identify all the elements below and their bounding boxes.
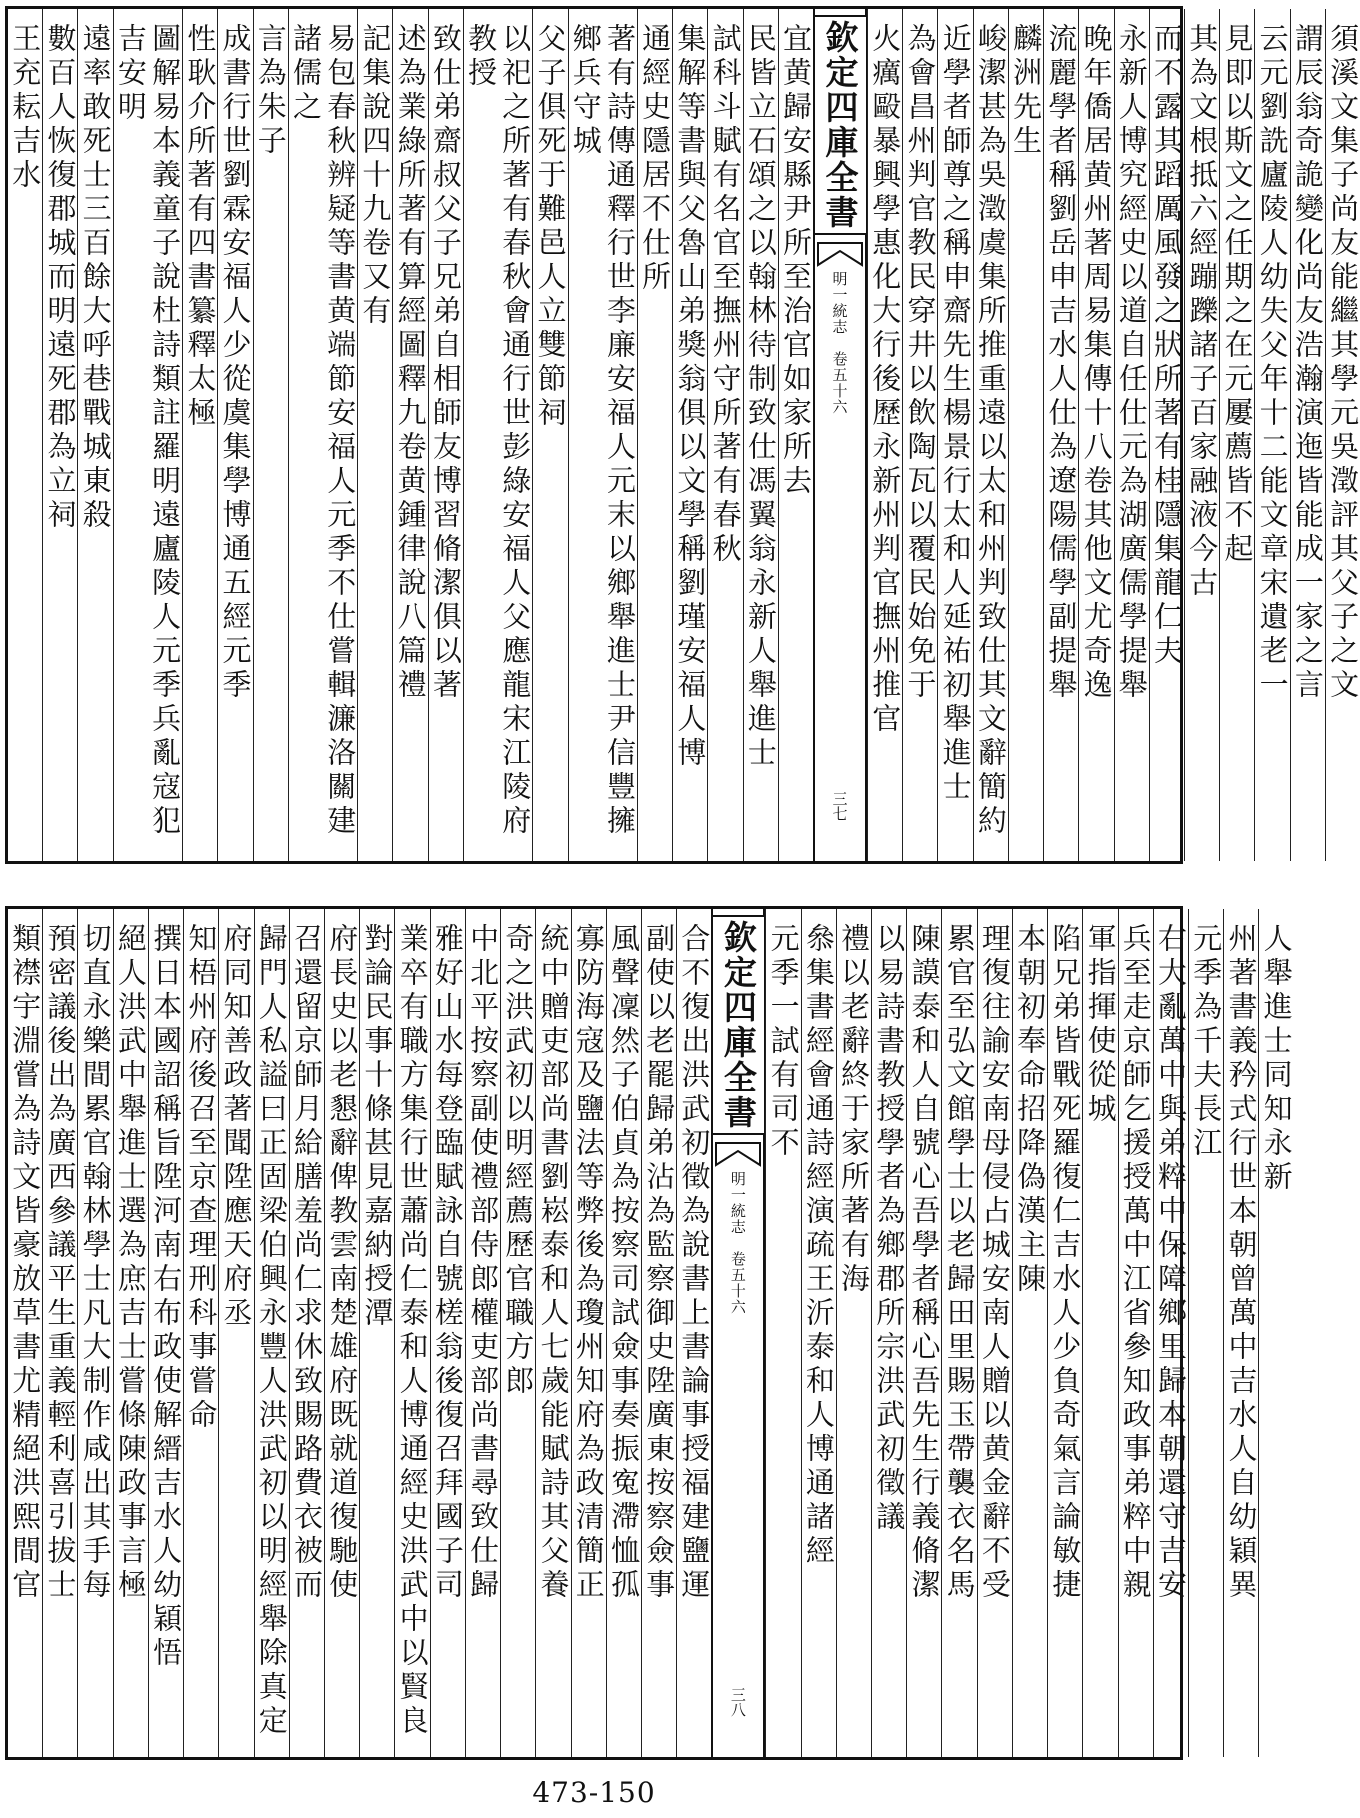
text-column (1043, 9, 1078, 861)
text-column (183, 909, 218, 1757)
column-text: 奇之洪武初以明經薦歷官職方郎 (501, 923, 536, 1399)
text-column (532, 9, 567, 861)
column-text: 著有詩傳通釋行世李廉安福人元末以鄉舉進士尹信豐擁鄉兵守城 (568, 23, 637, 839)
column-text: 宜黄歸安縣尹所至治官如家所去 (779, 23, 814, 499)
column-text: 類襟宇淵嘗為詩文皆豪放草書尤精絕洪熙間官 (8, 923, 43, 1603)
column-text: 陷兄弟皆戰死羅復仁吉水人少負奇氣言論敏捷 (1048, 923, 1083, 1603)
text-column (672, 9, 707, 861)
text-column (1078, 9, 1113, 861)
fishtail-ornament-icon (818, 243, 862, 265)
column-text: 通經史隱居不仕所 (638, 23, 673, 295)
text-column (42, 909, 77, 1757)
bottom-right-half (765, 909, 1293, 1757)
text-column (906, 909, 941, 1757)
top-center-gutter (813, 9, 867, 861)
column-text: 業卒有職方集行世蕭尚仁泰和人博通經史洪武中以賢良 (395, 923, 430, 1739)
column-text: 性耿介所著有四書纂釋太極 (183, 23, 218, 431)
text-column (778, 9, 813, 861)
text-column (392, 9, 427, 861)
column-text: 統中贈吏部尚書劉崧泰和人七歲能賦詩其父養 (536, 923, 571, 1603)
text-column (1258, 909, 1293, 1757)
column-text: 歸門人私謚曰正固梁伯興永豐人洪武初以明經舉除真定 (254, 923, 289, 1739)
column-text: 召還留京師月給膳羞尚仁求休致賜路費衣被而 (289, 923, 324, 1603)
column-text: 雅好山水每登臨賦詠自號槎翁後復召拜國子司 (430, 923, 465, 1603)
column-text: 元季一試有司不 (766, 923, 801, 1161)
text-column (394, 909, 429, 1757)
book-title: 欽定四庫全書 (813, 15, 868, 235)
text-column (288, 9, 357, 861)
column-text: 禮以老辭終于家所著有海 (837, 923, 872, 1297)
text-column (217, 9, 252, 861)
column-text: 風聲凜然子伯貞為按察司試僉事奏振寃滯恤孤 (606, 923, 641, 1603)
column-text: 元季為千夫長江 (1189, 923, 1224, 1161)
text-column (743, 9, 778, 861)
text-column (1082, 909, 1117, 1757)
column-text: 中北平按察副使禮部侍郎權吏部尚書尋致仕歸 (466, 923, 501, 1603)
column-text: 須溪文集子尚友能繼其學元吳澂評其父子之文 (1326, 23, 1360, 703)
column-text: 兵至走京師乞援授萬中江省參知政事弟粹中親 (1118, 923, 1153, 1603)
top-left-half (8, 9, 813, 861)
bottom-center-gutter (711, 909, 765, 1757)
column-text: 近學者師尊之稱申齋先生楊景行太和人延祐初舉進士 (938, 23, 973, 805)
bottom-page (5, 906, 1294, 1760)
column-text: 試科斗賦有名官至撫州守所著有春秋 (708, 23, 743, 567)
book-title: 欽定四庫全書 (711, 915, 766, 1135)
text-column (253, 9, 288, 861)
text-column (937, 9, 972, 861)
column-text: 累官至弘文館學士以老歸田里賜玉帶襲衣名馬 (942, 923, 977, 1603)
column-text: 府長史以老懇辭俾教雲南楚雄府既就道復馳使 (325, 923, 360, 1603)
column-text: 集解等書與父魯山弟獎翁俱以文學稱劉瑾安福人博 (673, 23, 708, 771)
text-column (941, 909, 976, 1757)
text-column (1118, 909, 1153, 1757)
text-column (218, 909, 253, 1757)
column-text: 麟洲先生 (1009, 23, 1044, 159)
text-column (42, 9, 77, 861)
text-column (973, 9, 1008, 861)
text-column (1149, 9, 1184, 861)
text-column (836, 909, 871, 1757)
column-text: 致仕弟齋叔父子兄弟自相師友博習脩潔俱以著 (428, 23, 463, 703)
column-text: 右大亂萬中與弟粹中保障鄉里歸本朝還守吉安 (1154, 923, 1188, 1603)
column-text: 而不露其蹈厲風發之狀所著有桂隱集龍仁夫 (1150, 23, 1184, 669)
column-text: 軍指揮使從城 (1083, 923, 1118, 1127)
text-column (113, 909, 148, 1757)
column-text: 人舉進士同知永新 (1259, 923, 1294, 1195)
text-column (359, 909, 394, 1757)
text-column (77, 909, 112, 1757)
text-column (428, 9, 463, 861)
column-text: 易包春秋辨疑等書黄端節安福人元季不仕嘗輯濂洛關建諸儒之 (288, 23, 358, 839)
text-column (324, 909, 359, 1757)
column-text: 成書行世劉霖安福人少從虞集學博通五經元季 (218, 23, 253, 703)
column-text: 晚年僑居黄州著周易集傳十八卷其他文尤奇逸 (1079, 23, 1114, 703)
text-column (641, 909, 676, 1757)
column-text: 州著書義矜式行世本朝曾萬中吉水人自幼穎異 (1224, 923, 1259, 1603)
text-column (1290, 9, 1325, 861)
column-text: 知梧州府後召至京查理刑科事嘗命 (184, 923, 219, 1433)
column-text: 撰日本國詔稱旨陞河南右布政使解縉吉水人幼穎悟 (149, 923, 184, 1671)
text-column (1047, 909, 1082, 1757)
column-text: 永新人博究經史以道自任仕元為湖廣儒學提舉 (1114, 23, 1149, 703)
column-text: 其為文根抵六經蹦躒諸子百家融液今古 (1185, 23, 1220, 601)
text-column (1114, 9, 1149, 861)
column-text: 副使以老罷歸弟沾為監察御史陞廣東按察僉事 (642, 923, 677, 1603)
column-text: 以祀之所著有春秋會通行世彭綠安福人父應龍宋江陵府教授 (464, 23, 533, 839)
text-column (568, 9, 637, 861)
column-text: 謂辰翁奇詭變化尚友浩瀚演迤皆能成一家之言 (1290, 23, 1325, 703)
text-column (707, 9, 742, 861)
column-text: 圖解易本義童子說杜詩類註羅明遠廬陵人元季兵亂寇犯吉安明 (113, 23, 183, 839)
top-right-half (867, 9, 1360, 861)
column-text: 合不復出洪武初徵為說書上書論事授福建鹽運 (677, 923, 712, 1603)
column-text: 理復往諭安南母侵占城安南人贈以黄金辭不受 (977, 923, 1012, 1603)
text-column (357, 9, 392, 861)
column-text: 陳謨泰和人自號心吾學者稱心吾先生行義脩潔 (907, 923, 942, 1603)
text-column (676, 909, 711, 1757)
text-column (430, 909, 465, 1757)
text-column (1012, 909, 1047, 1757)
text-column (606, 909, 641, 1757)
column-text: 流麗學者稱劉岳申吉水人仕為遼陽儒學副提舉 (1044, 23, 1079, 703)
text-column (500, 909, 535, 1757)
column-text: 府同知善政著聞陞應天府丞 (219, 923, 254, 1331)
text-column (977, 909, 1012, 1757)
column-text: 叅集書經會通詩經演疏王沂泰和人博通諸經 (801, 923, 836, 1569)
column-text: 絕人洪武中舉進士選為庶吉士嘗條陳政事言極 (113, 923, 148, 1603)
text-column (902, 9, 937, 861)
column-text: 以易詩書教授學者為鄉郡所宗洪武初徵議 (872, 923, 907, 1535)
column-text: 民皆立石頌之以翰林待制致仕馮翼翁永新人舉進士 (743, 23, 778, 771)
column-text: 峻潔甚為吳澂虞集所推重遠以太和州判致仕其文辭簡約 (973, 23, 1008, 839)
text-column (148, 909, 183, 1757)
column-text: 遠率敢死士三百餘大呼巷戰城東殺 (78, 23, 113, 533)
text-column (801, 909, 836, 1757)
column-text: 述為業綠所著有算經圖釋九卷黄鍾律說八篇禮 (393, 23, 428, 703)
column-text: 對論民事十條甚見嘉納授潭 (360, 923, 395, 1331)
column-text: 為會昌州判官教民穿井以飲陶瓦以覆民始免于 (903, 23, 938, 703)
text-column (77, 9, 112, 861)
text-column (463, 9, 532, 861)
text-column (1325, 9, 1360, 861)
top-page (5, 6, 1360, 864)
text-column (1223, 909, 1258, 1757)
text-column (1254, 9, 1289, 861)
column-text: 火癘毆暴興學惠化大行後歷永新州判官撫州推官 (868, 23, 903, 737)
text-column (289, 909, 324, 1757)
text-column (571, 909, 606, 1757)
column-text: 數百人恢復郡城而明遠死郡為立祠 (43, 23, 78, 533)
text-column (1219, 9, 1254, 861)
text-column (867, 9, 902, 861)
text-column (1008, 9, 1043, 861)
text-column (1188, 909, 1223, 1757)
column-text: 本朝初奉命招降偽漢主陳 (1013, 923, 1048, 1297)
text-column (1184, 9, 1219, 861)
column-text: 王充耘吉水 (8, 23, 43, 193)
text-column (871, 909, 906, 1757)
folio-number: 三七 (830, 791, 849, 821)
text-column (8, 9, 42, 861)
column-text: 見即以斯文之任期之在元屢薦皆不起 (1220, 23, 1255, 567)
column-text: 言為朱子 (253, 23, 288, 159)
text-column (8, 909, 42, 1757)
column-text: 父子俱死于難邑人立雙節祠 (533, 23, 568, 431)
column-text: 云元劉詵廬陵人幼失父年十二能文章宋遺老一 (1255, 23, 1290, 703)
folio-number: 三八 (728, 1687, 747, 1717)
text-column (254, 909, 289, 1757)
column-text: 寡防海寇及鹽法等弊後為瓊州知府為政清簡正 (571, 923, 606, 1603)
bottom-left-half (8, 909, 711, 1757)
text-column (465, 909, 500, 1757)
text-column (637, 9, 672, 861)
page-footer-number: 473-150 (532, 1776, 656, 1809)
volume-label: 明一統志 卷五十六 (728, 1171, 747, 1315)
fishtail-ornament-icon (716, 1143, 760, 1165)
text-column (113, 9, 182, 861)
text-column (765, 909, 800, 1757)
column-text: 切直永樂間累官翰林學士凡大制作咸出其手每 (78, 923, 113, 1603)
column-text: 記集說四十九卷又有 (358, 23, 393, 329)
text-column (182, 9, 217, 861)
text-column (535, 909, 570, 1757)
volume-label: 明一統志 卷五十六 (830, 271, 849, 415)
column-text: 預密議後出為廣西參議平生重義輕利喜引拔士 (43, 923, 78, 1603)
text-column (1153, 909, 1188, 1757)
